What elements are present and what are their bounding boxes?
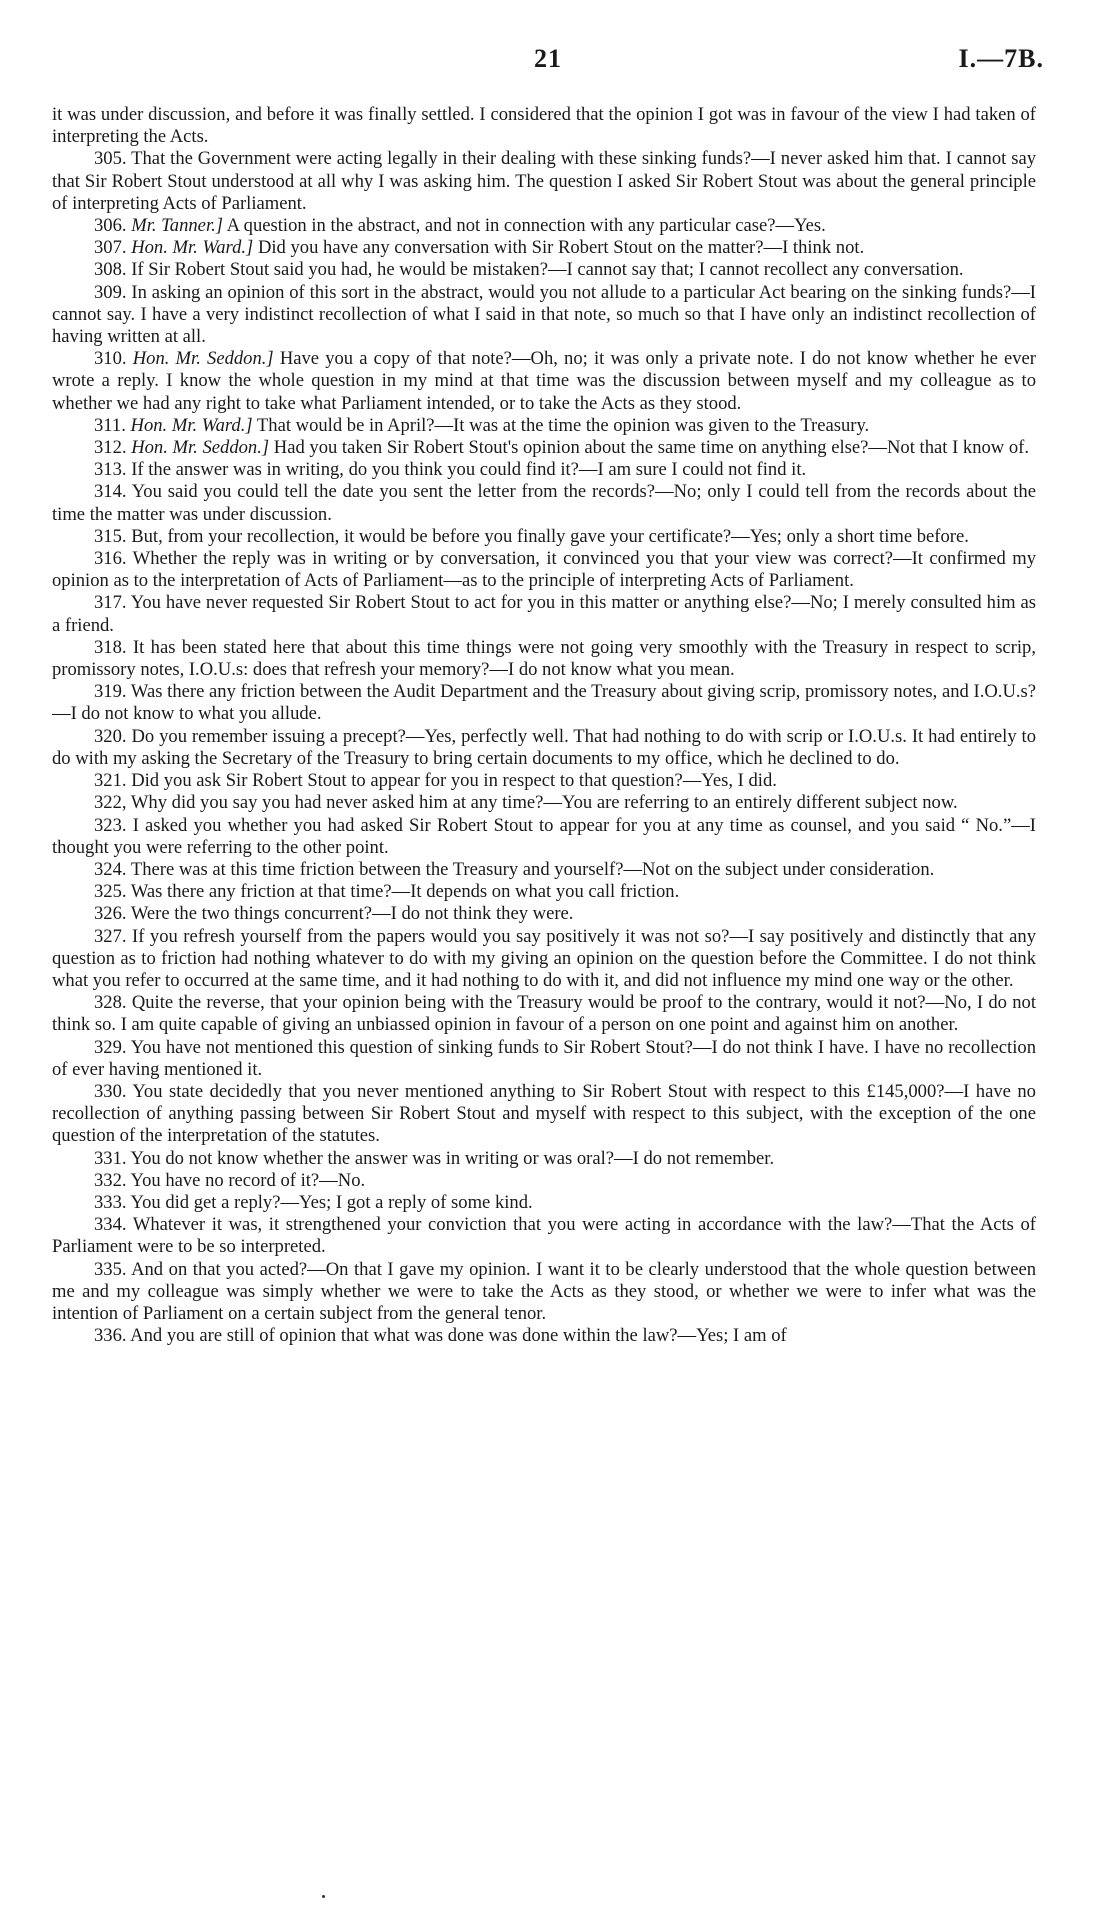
page-reference: I.—7B. [958,44,1044,73]
paragraph-text: That would be in April?—It was at the time the opinion was given to the Treasury. [256,414,870,436]
testimony-paragraph [52,770,1036,792]
paragraph-text: You said you could tell the date you sent the letter from the records?—No; only I could tell from the records about the time the matter was under discussion. [52,481,1036,525]
paragraph-text: Have you a copy of that note?—Oh, no; it was only a private note. I do not know whether he ever wrote a reply. I know the whole question in my mind at that time was the discussion between myself and my colleague as to whether we had any right to take what Parliament intended, or to take the Acts as they stood. [52,348,1037,414]
paragraph-text: You have never requested Sir Robert Stout to act for you in this matter or anything else?—No; I merely consulted him as a friend. [52,592,1036,636]
question-number: 327. [94,925,127,947]
question-number: 308. [94,259,127,281]
speaker-label: Hon. Mr. Ward.] [130,414,253,436]
testimony-paragraph [52,282,1036,349]
question-number: 331. [94,1147,127,1169]
testimony-paragraph [52,1214,1036,1258]
testimony-paragraph [52,1037,1036,1081]
evidence-text [52,104,1036,1347]
question-number: 334. [94,1214,127,1236]
paragraph-text: Whether the reply was in writing or by conversation, it convinced you that your view was correct?—It confirmed my opinion as to the interpretation of Acts of Parliament—as to the principle of interpreting Acts of Parliament. [52,548,1036,592]
page-number: 21 [534,44,562,73]
question-number: 313. [94,459,127,481]
paragraph-text: You have no record of it?—No. [130,1169,366,1191]
question-number: 314. [94,481,127,503]
paragraph-text: You have not mentioned this question of sinking funds to Sir Robert Stout?—I do not think I have. I have no recollection of ever having mentioned it. [52,1036,1036,1080]
testimony-paragraph [52,1170,1036,1192]
paragraph-text: But, from your recollection, it would be before you finally gave your certificate?—Yes; only a short time before. [131,525,969,547]
testimony-paragraph [52,637,1036,681]
paragraph-text: Did you have any conversation with Sir Robert Stout on the matter?—I think not. [257,237,865,259]
question-number: 326. [94,903,127,925]
testimony-paragraph [52,681,1036,725]
question-number: 330. [94,1080,127,1102]
question-number: 319. [94,681,127,703]
paragraph-text: And on that you acted?—On that I gave my opinion. I want it to be clearly understood that the whole question between me and my colleague was simply whether we were to take the Acts as they stood, or whether we were to infer what was the intention of Parliament on a certain subject from the general tenor. [52,1258,1037,1324]
testimony-paragraph [52,926,1036,993]
question-number: 311. [94,414,126,436]
question-number: 323. [94,814,127,836]
question-number: 333. [94,1191,127,1213]
question-number: 328. [94,992,127,1014]
paragraph-text: Why did you say you had never asked him at any time?—You are referring to an entirely different subject now. [130,792,958,814]
testimony-paragraph [52,415,1036,437]
paragraph-text: And you are still of opinion that what was done was done within the law?—Yes; I am of [130,1325,787,1347]
testimony-paragraph [52,992,1036,1036]
paragraph-text: Were the two things concurrent?—I do not think they were. [130,903,574,925]
question-number: 336. [94,1325,127,1347]
paragraph-text: It has been stated here that about this time things were not going very smoothly with the Treasury in respect to scrip, promissory notes, I.O.U.s: does that refresh your memory?—I do not know what you mean. [52,636,1036,681]
question-number: 305. [94,148,127,170]
paragraph-text: In asking an opinion of this sort in the abstract, would you not allude to a particular Act bearing on the sinking funds?—I cannot say. I have a very indistinct recollection of what I said in that note, so much so that I have only an indistinct recollection of having written at all. [52,281,1036,348]
testimony-paragraph [52,215,1036,237]
speaker-label: Hon. Mr. Seddon.] [131,437,270,459]
testimony-paragraph [52,1325,1036,1347]
question-number: 310. [94,348,127,370]
speaker-label: Hon. Mr. Seddon.] [132,348,274,370]
paragraph-text: You state decidedly that you never mentioned anything to Sir Robert Stout with respect to this £145,000?—I have no recollection of anything passing between Sir Robert Stout and myself with respect to this subject, with the exception of the one question of the interpretation of the statutes. [52,1080,1036,1147]
page-header [52,44,1044,84]
testimony-paragraph [52,148,1036,215]
question-number: 307. [94,237,127,259]
paragraph-text: If you refresh yourself from the papers would you say positively it was not so?—I say positively and distinctly that any question as to friction had nothing whatever to do with my giving an opinion on the question before the Committee. I do not think what you refer to occurred at the same time, and it had nothing to do with it, and did not influence my mind one way or the other. [52,925,1036,991]
paragraph-text: Quite the reverse, that your opinion being with the Treasury would be proof to the contrary, would it not?—No, I do not think so. I am quite capable of giving an unbiassed opinion in favour of a person on one point and against him on another. [52,992,1036,1036]
question-number: 329. [94,1036,127,1058]
question-number: 318. [94,636,127,658]
testimony-paragraph [52,1259,1036,1326]
speaker-label: Hon. Mr. Ward.] [131,237,254,259]
speaker-label: Mr. Tanner.] [131,215,223,237]
paragraph-text: Was there any friction between the Audit Department and the Treasury about giving scrip, promissory notes, and I.O.U.s?—I do not know to what you allude. [52,681,1037,725]
question-number: 306. [94,215,127,237]
testimony-paragraph [52,104,1036,148]
testimony-paragraph [52,459,1036,481]
stray-mark [322,1895,325,1898]
paragraph-text: You did get a reply?—Yes; I got a reply of some kind. [130,1191,533,1213]
testimony-paragraph [52,437,1036,459]
question-number: 317. [94,592,127,614]
paragraph-text: Did you ask Sir Robert Stout to appear for you in respect to that question?—Yes, I did. [131,770,777,792]
testimony-paragraph [52,726,1036,770]
question-number: 322, [94,792,127,814]
paragraph-text: Do you remember issuing a precept?—Yes, perfectly well. That had nothing to do with scrip or I.O.U.s. It had entirely to do with my asking the Secretary of the Treasury to bring certain documents to my office, which he declined to do. [52,725,1036,769]
testimony-paragraph [52,592,1036,636]
paragraph-text: Whatever it was, it strengthened your conviction that you were acting in accordance with the law?—That the Acts of Parliament were to be so interpreted. [52,1214,1036,1258]
testimony-paragraph [52,526,1036,548]
testimony-paragraph [52,1192,1036,1214]
testimony-paragraph [52,815,1036,859]
paragraph-text: A question in the abstract, and not in connection with any particular case?—Yes. [226,215,826,237]
question-number: 316. [94,548,127,570]
testimony-paragraph [52,237,1036,259]
paragraph-text: If Sir Robert Stout said you had, he would be mistaken?—I cannot say that; I cannot recollect any conversation. [131,259,964,281]
testimony-paragraph [52,1081,1036,1148]
paragraph-text: There was at this time friction between the Treasury and yourself?—Not on the subject under consideration. [130,858,935,880]
paragraph-text: it was under discussion, and before it was finally settled. I considered that the opinion I got was in favour of the view I had taken of interpreting the Acts. [52,104,1036,148]
question-number: 309. [94,281,127,303]
paragraph-text: Had you taken Sir Robert Stout's opinion about the same time on anything else?—Not that I know of. [273,437,1030,459]
testimony-paragraph [52,859,1036,881]
question-number: 312. [94,437,127,459]
testimony-paragraph [52,348,1036,415]
question-number: 324. [94,858,127,880]
paragraph-text: Was there any friction at that time?—It depends on what you call friction. [130,881,680,903]
testimony-paragraph [52,792,1036,814]
testimony-paragraph [52,1148,1036,1170]
question-number: 321. [94,770,127,792]
testimony-paragraph [52,481,1036,525]
question-number: 332. [94,1169,127,1191]
question-number: 335. [94,1258,127,1280]
paragraph-text: If the answer was in writing, do you think you could find it?—I am sure I could not find it. [131,459,807,481]
paragraph-text: I asked you whether you had asked Sir Robert Stout to appear for you at any time as counsel, and you said “ No.”—I thought you were referring to the other point. [52,814,1036,858]
testimony-paragraph [52,903,1036,925]
testimony-paragraph [52,881,1036,903]
question-number: 325. [94,881,127,903]
question-number: 315. [94,525,127,547]
paragraph-text: That the Government were acting legally in their dealing with these sinking funds?—I never asked him that. I cannot say that Sir Robert Stout understood at all why I was asking him. The question I asked Sir Robert Stout was about the general principle of interpreting Acts of Parliament. [52,148,1037,214]
testimony-paragraph [52,259,1036,281]
testimony-paragraph [52,548,1036,592]
question-number: 320. [94,725,127,747]
paragraph-text: You do not know whether the answer was in writing or was oral?—I do not remember. [130,1147,775,1169]
